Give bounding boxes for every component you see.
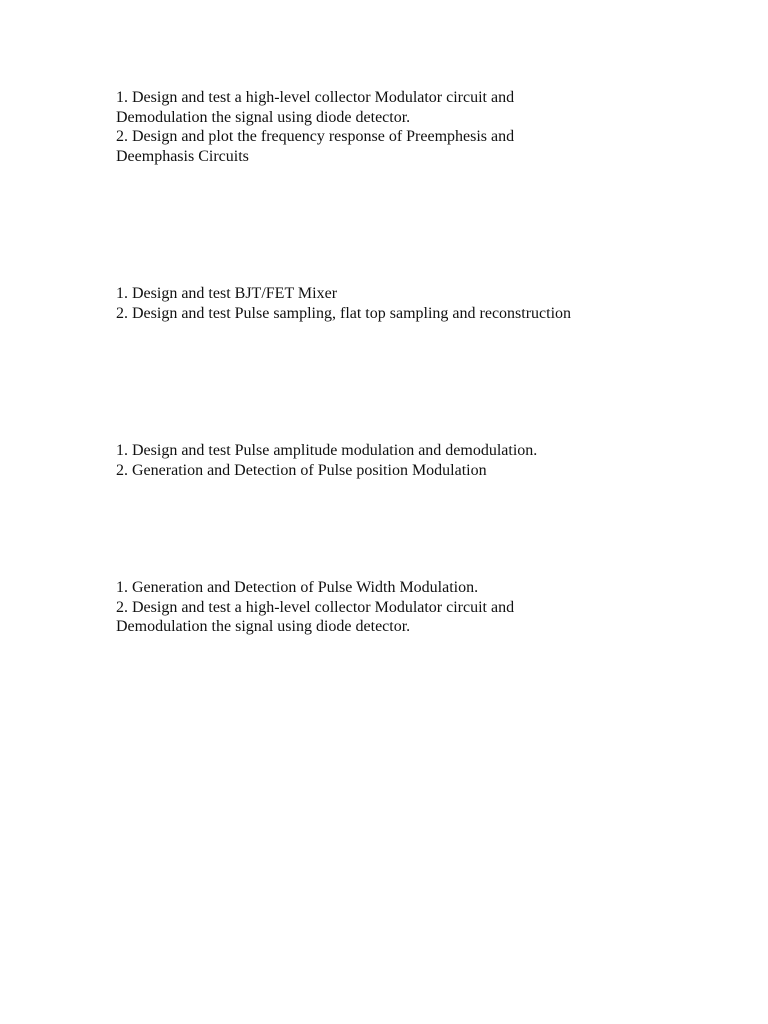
experiment-list-block-1 — [116, 88, 676, 166]
experiment-list-block-4 — [116, 578, 676, 637]
block-3-line-1: 1. Design and test Pulse amplitude modulation and demodulation. — [116, 442, 538, 459]
block-1-line-2: Demodulation the signal using diode detector. — [116, 108, 411, 126]
block-1-line-4: Deemphasis Circuits — [116, 147, 249, 165]
block-3-line-2: 2. Generation and Detection of Pulse position Modulation — [116, 461, 487, 479]
block-4-line-1: 1. Generation and Detection of Pulse Width Modulation. — [116, 579, 479, 596]
block-2-line-1: 1. Design and test BJT/FET Mixer — [116, 285, 338, 302]
block-4-line-2: 2. Design and test a high-level collector Modulator circuit and — [116, 598, 515, 616]
experiment-list-block-2 — [116, 284, 676, 323]
block-1-line-3: 2. Design and plot the frequency response of Preemphesis and — [116, 128, 515, 146]
experiment-list-block-3 — [116, 441, 676, 480]
block-2-line-2: 2. Design and test Pulse sampling, flat top sampling and reconstruction — [116, 304, 572, 322]
block-1-line-1: 1. Design and test a high-level collector Modulator circuit and — [116, 89, 515, 106]
block-4-line-3: Demodulation the signal using diode detector. — [116, 618, 411, 636]
